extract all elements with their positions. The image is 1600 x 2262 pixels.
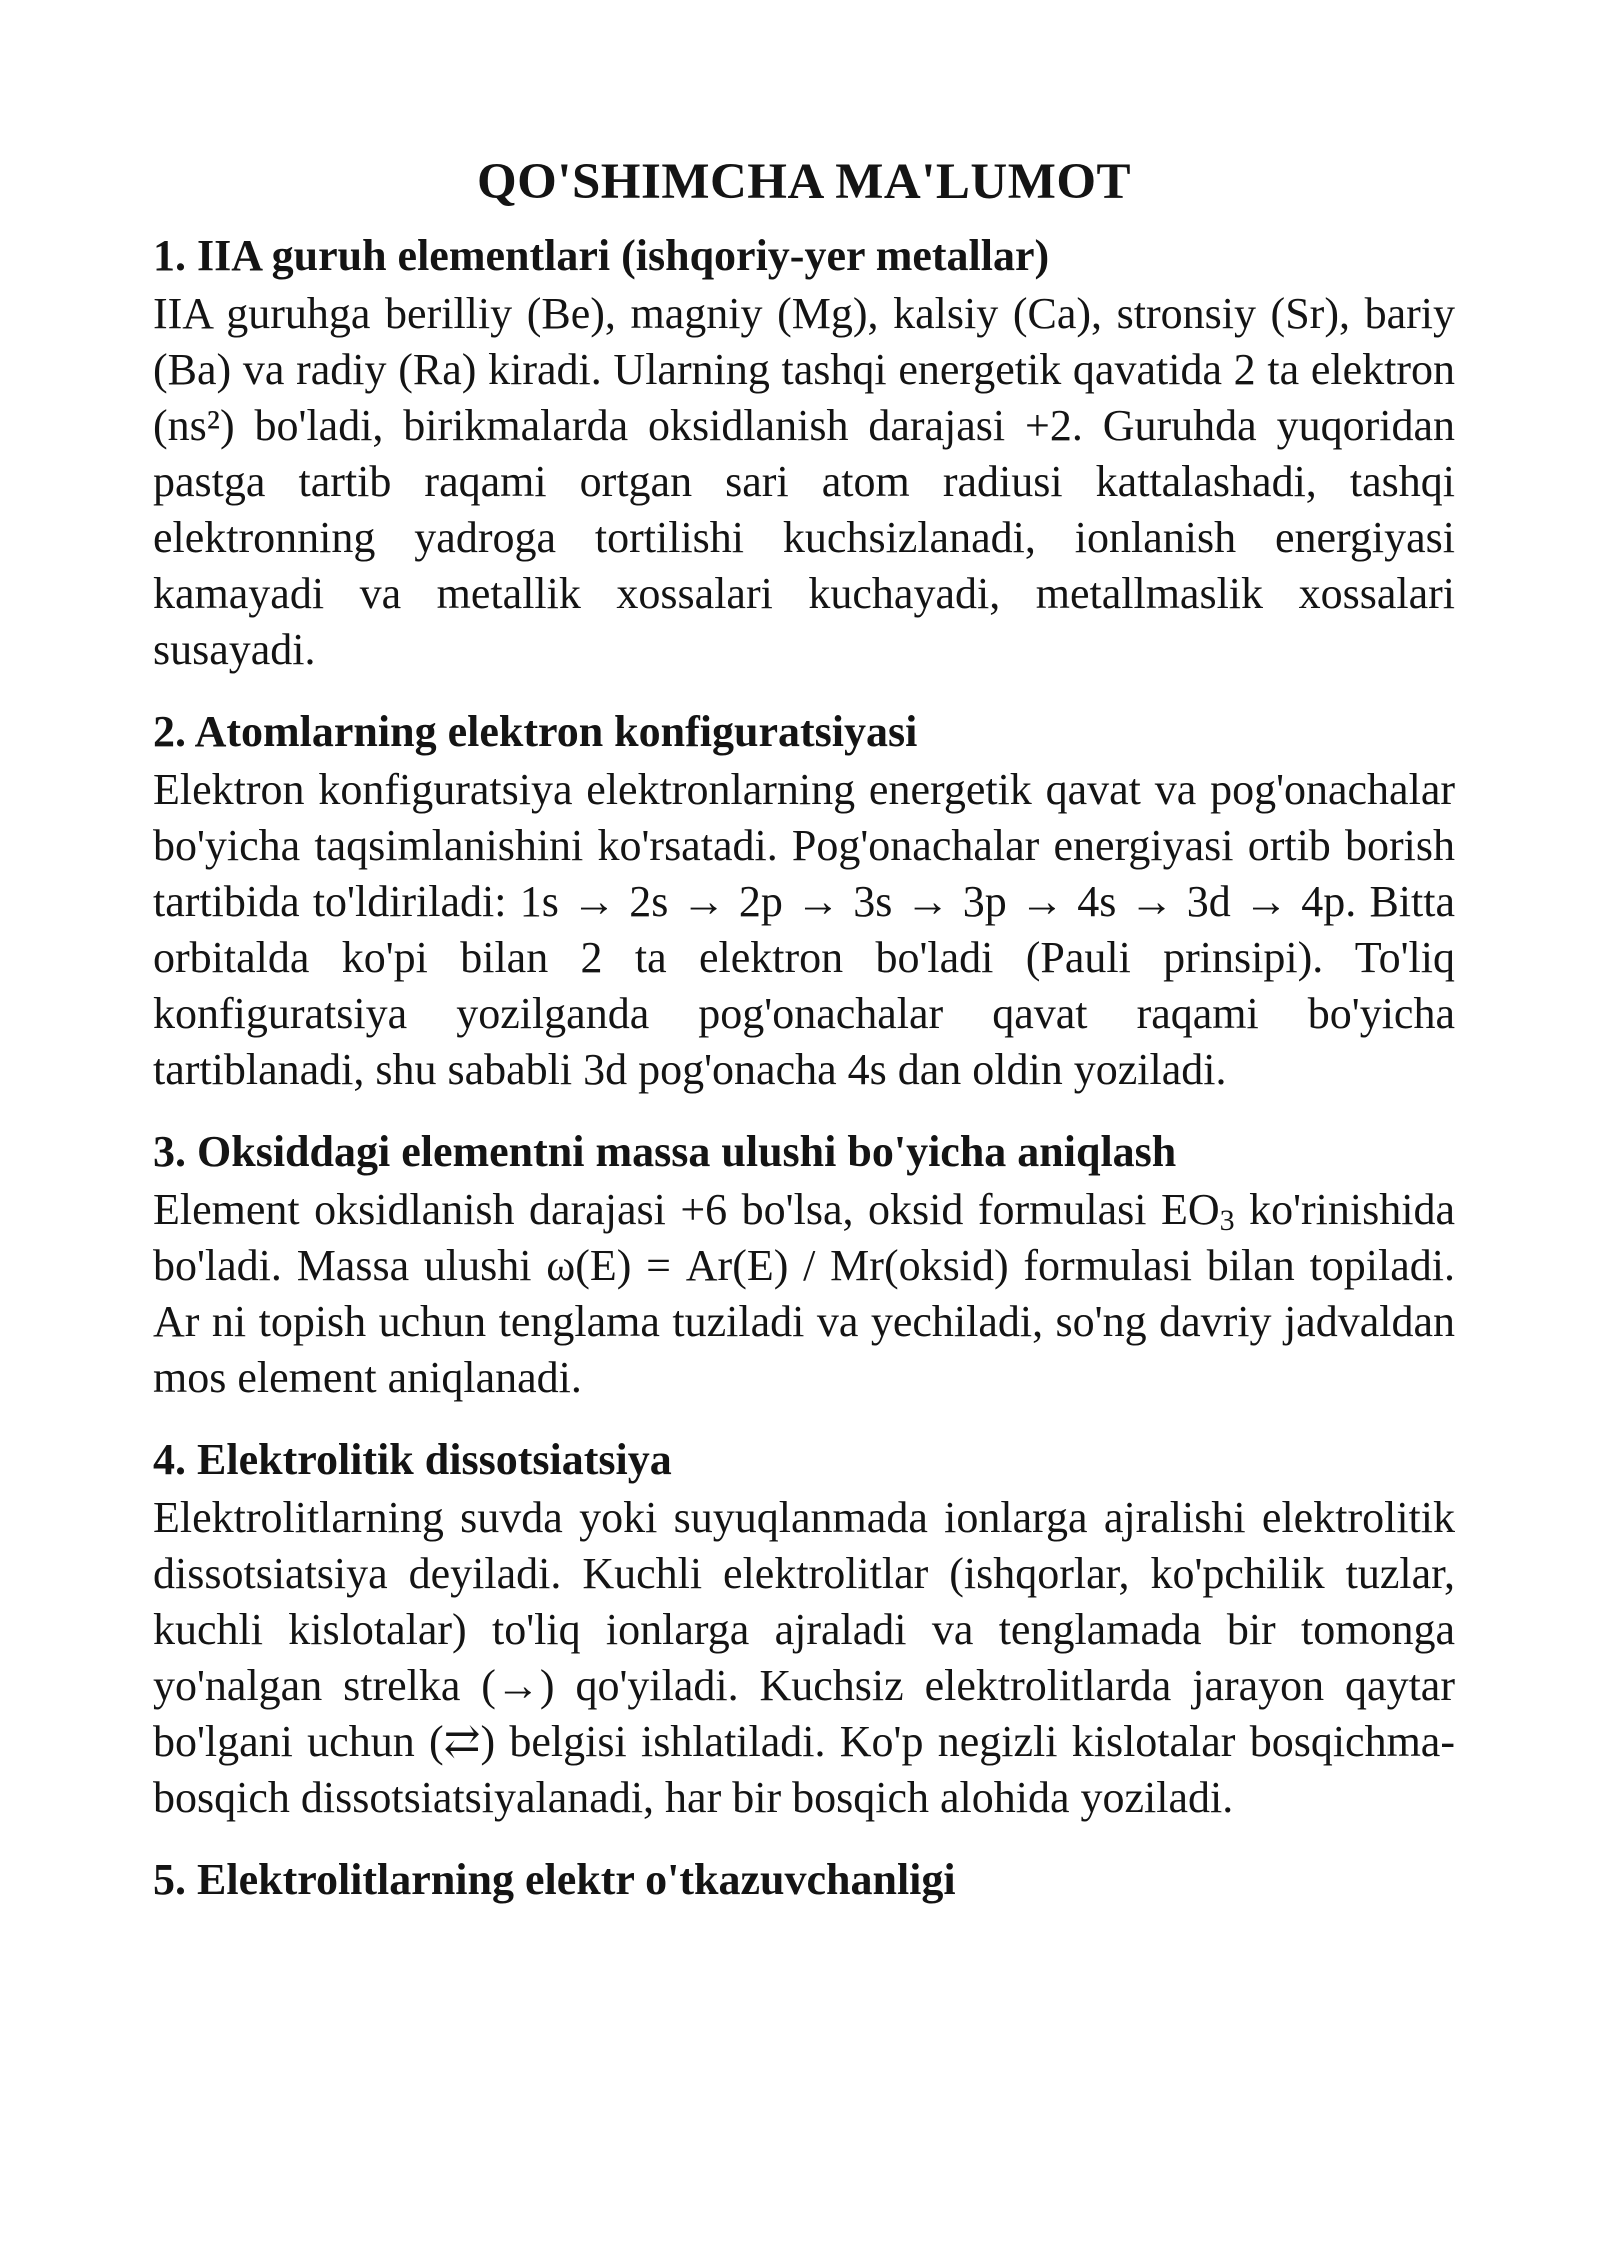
document-page bbox=[153, 150, 1455, 1910]
section-heading: 3. Oksiddagi elementni massa ulushi bo'yicha aniqlash bbox=[153, 1127, 1177, 1176]
section-4 bbox=[153, 1432, 1455, 1826]
section-2 bbox=[153, 704, 1455, 1098]
section-3 bbox=[153, 1124, 1455, 1406]
formula-subscript: 3 bbox=[1219, 1204, 1235, 1237]
section-heading: 4. Elektrolitik dissotsiatsiya bbox=[153, 1435, 672, 1484]
section-heading: 1. IIA guruh elementlari (ishqoriy-yer metallar) bbox=[153, 231, 1050, 280]
document-title: QO'SHIMCHA MA'LUMOT bbox=[476, 154, 1132, 210]
section-heading: 2. Atomlarning elektron konfiguratsiyasi bbox=[153, 707, 918, 756]
section-body bbox=[153, 1182, 1455, 1406]
section-1 bbox=[153, 228, 1455, 678]
section-5 bbox=[153, 1852, 1455, 1908]
section-body: Elektron konfiguratsiya elektronlarning energetik qavat va pog'onachalar bo'yicha taqsimlanishini ko'rsatadi. Pog'onachalar energiyasi ortib borish tartibida to'ldiriladi: 1s → 2s → 2p → 3s → 3p → 4s → 3d → 4p. Bitta orbitalda ko'pi bilan 2 ta elektron bo'ladi (Pauli prinsipi). To'liq konfiguratsiya yozilganda pog'onachalar qavat raqami bo'yicha tartiblanadi, shu sababli 3d pog'onacha 4s dan oldin yoziladi. bbox=[153, 765, 1455, 1094]
section-body: Elektrolitlarning suvda yoki suyuqlanmada ionlarga ajralishi elektrolitik dissotsiatsiya deyiladi. Kuchli elektrolitlar (ishqorlar, ko'pchilik tuzlar, kuchli kislotalar) to'liq ionlarga ajraladi va tenglamada bir tomonga yo'nalgan strelka (→) qo'yiladi. Kuchsiz elektrolitlarda jarayon qaytar bo'lgani uchun (⇄) belgisi ishlatiladi. Ko'p negizli kislotalar bosqichma-bosqich dissotsiatsiyalanadi, har bir bosqich alohida yoziladi. bbox=[153, 1493, 1455, 1822]
section-body-text: ko'rinishida bo'ladi. Massa ulushi ω(E) = Ar(E) / Mr(oksid) formulasi bilan topiladi. Ar ni topish uchun tenglama tuziladi va yechiladi, so'ng davriy jadvaldan mos element aniqlanadi. bbox=[153, 1185, 1455, 1402]
section-body-text: Element oksidlanish darajasi +6 bo'lsa, oksid formulasi EO bbox=[153, 1185, 1220, 1234]
section-body: IIA guruhga berilliy (Be), magniy (Mg), kalsiy (Ca), stronsiy (Sr), bariy (Ba) va radiy (Ra) kiradi. Ularning tashqi energetik qavatida 2 ta elektron (ns²) bo'ladi, birikmalarda oksidlanish darajasi +2. Guruhda yuqoridan pastga tartib raqami ortgan sari atom radiusi kattalashadi, tashqi elektronning yadroga tortilishi kuchsizlanadi, ionlanish energiyasi kamayadi va metallik xossalari kuchayadi, metallmaslik xossalari susayadi. bbox=[153, 289, 1455, 674]
section-heading: 5. Elektrolitlarning elektr o'tkazuvchanligi bbox=[153, 1855, 956, 1904]
